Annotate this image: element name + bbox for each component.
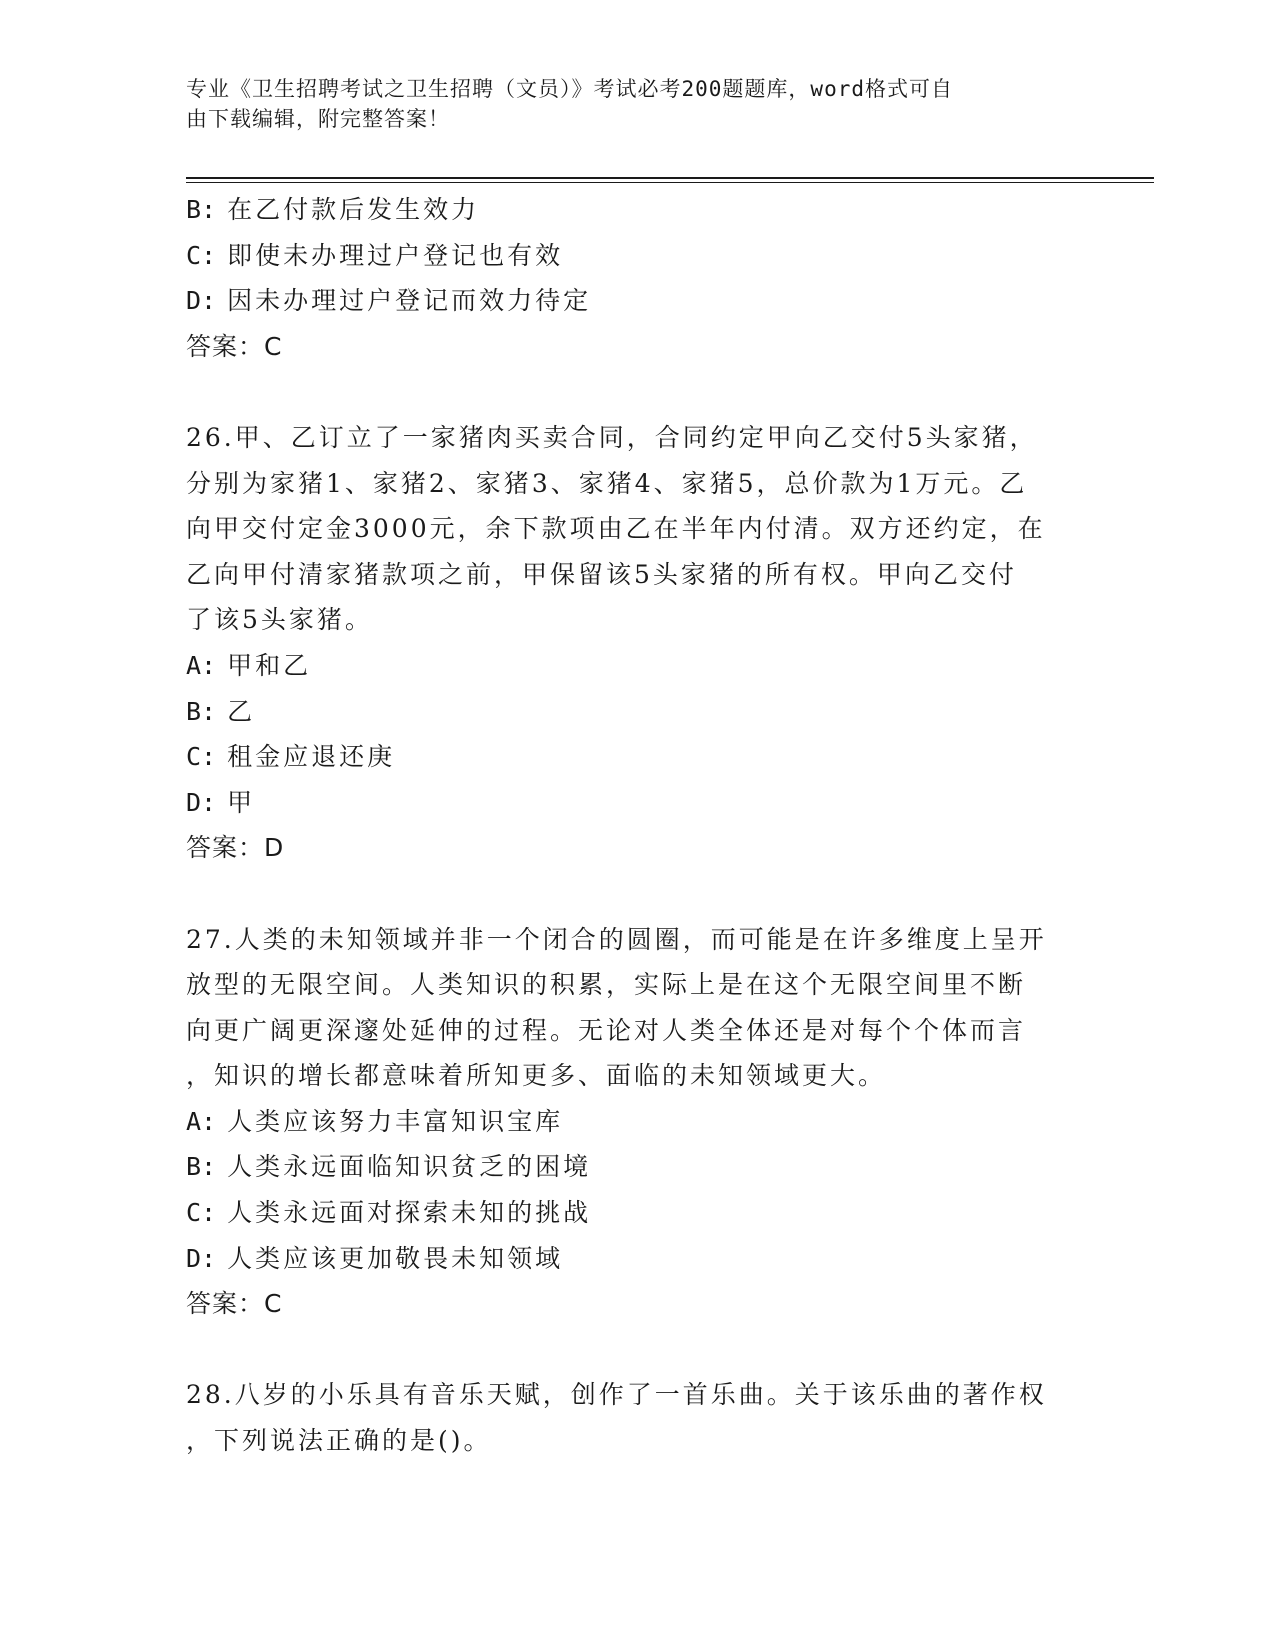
option-text: 甲和乙 bbox=[227, 650, 312, 680]
option-a bbox=[186, 643, 1086, 689]
option-letter: D: bbox=[186, 1243, 217, 1273]
question-text-line: 28.八岁的小乐具有音乐天赋，创作了一首乐曲。关于该乐曲的著作权 bbox=[186, 1380, 1047, 1410]
question-text-line: 向甲交付定金3000元，余下款项由乙在半年内付清。双方还约定，在 bbox=[186, 514, 1046, 544]
option-text: 人类应该更加敬畏未知领域 bbox=[227, 1243, 564, 1273]
question-text-line: 放型的无限空间。人类知识的积累，实际上是在这个无限空间里不断 bbox=[186, 970, 1027, 1000]
option-letter: B: bbox=[186, 696, 217, 726]
option-text: 人类永远面对探索未知的挑战 bbox=[227, 1198, 592, 1228]
option-letter: C: bbox=[186, 1198, 217, 1228]
question-text-line: 27.人类的未知领域并非一个闭合的圆圈，而可能是在许多维度上呈开 bbox=[186, 924, 1047, 954]
spacer bbox=[186, 369, 1086, 415]
option-text: 人类应该努力丰富知识宝库 bbox=[227, 1106, 564, 1136]
question-text-line: 分别为家猪1、家猪2、家猪3、家猪4、家猪5，总价款为1万元。乙 bbox=[186, 468, 1028, 498]
option-text: 即使未办理过户登记也有效 bbox=[227, 240, 564, 270]
question-text-line: 26.甲、乙订立了一家猪肉买卖合同，合同约定甲向乙交付5头家猪， bbox=[186, 422, 1038, 452]
option-c bbox=[186, 1190, 1086, 1236]
answer-line: 答案：C bbox=[186, 1289, 283, 1319]
option-b bbox=[186, 689, 1086, 735]
option-text: 乙 bbox=[227, 696, 256, 726]
option-a bbox=[186, 1099, 1086, 1145]
option-d bbox=[186, 278, 1086, 324]
spacer bbox=[186, 1327, 1086, 1373]
question-28 bbox=[186, 1372, 1086, 1463]
option-letter: D: bbox=[186, 787, 217, 817]
question-25-tail bbox=[186, 187, 1086, 369]
answer-line: 答案：C bbox=[186, 331, 283, 361]
option-d bbox=[186, 780, 1086, 826]
option-letter: C: bbox=[186, 742, 217, 772]
question-text-line: ，下列说法正确的是()。 bbox=[186, 1426, 492, 1456]
option-c bbox=[186, 734, 1086, 780]
question-text-line: 了该5头家猪。 bbox=[186, 605, 373, 635]
header-divider-thin bbox=[186, 182, 1154, 183]
question-text-line: 乙向甲付清家猪款项之前，甲保留该5头家猪的所有权。甲向乙交付 bbox=[186, 559, 1017, 589]
spacer bbox=[186, 871, 1086, 917]
option-text: 人类永远面临知识贫乏的困境 bbox=[227, 1152, 592, 1182]
document-header bbox=[186, 74, 1086, 134]
question-27 bbox=[186, 917, 1086, 1327]
option-letter: B: bbox=[186, 1152, 217, 1182]
option-text: 甲 bbox=[227, 787, 256, 817]
option-c bbox=[186, 233, 1086, 279]
option-text: 在乙付款后发生效力 bbox=[227, 195, 480, 224]
document-body bbox=[186, 187, 1086, 1464]
header-divider-thick bbox=[186, 177, 1154, 179]
answer-line: 答案：D bbox=[186, 833, 285, 863]
option-text: 因未办理过户登记而效力待定 bbox=[227, 286, 592, 316]
option-letter: D: bbox=[186, 286, 217, 316]
option-b bbox=[186, 187, 1086, 233]
option-letter: B: bbox=[186, 195, 217, 224]
option-letter: C: bbox=[186, 240, 217, 270]
header-line-1: 专业《卫生招聘考试之卫生招聘（文员）》考试必考200题题库，word格式可自 bbox=[186, 77, 953, 101]
option-d bbox=[186, 1236, 1086, 1282]
option-letter: A: bbox=[186, 1106, 217, 1136]
question-text-line: ，知识的增长都意味着所知更多、面临的未知领域更大。 bbox=[186, 1061, 887, 1091]
option-text: 租金应退还庚 bbox=[227, 742, 396, 772]
header-line-2: 由下载编辑，附完整答案！ bbox=[186, 107, 450, 131]
option-b bbox=[186, 1144, 1086, 1190]
option-letter: A: bbox=[186, 650, 217, 680]
question-text-line: 向更广阔更深邃处延伸的过程。无论对人类全体还是对每个个体而言 bbox=[186, 1015, 1027, 1045]
question-26 bbox=[186, 415, 1086, 871]
